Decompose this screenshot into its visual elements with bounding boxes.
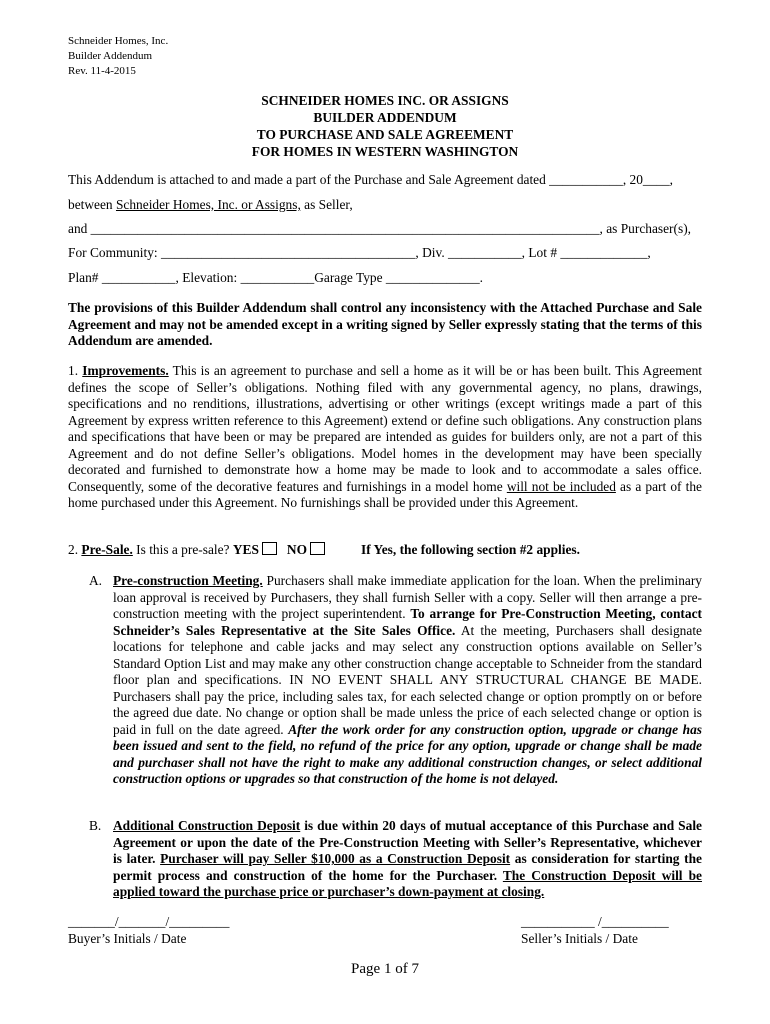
section-a-bold: To arrange for Pre-Construction Meeting, contact Schneider’s Sales Representative at the Site Sales Office. bbox=[113, 606, 702, 638]
section-b-underline-2: The Construction Deposit will be applied toward the purchase price or purchaser’s down-payment at closing. bbox=[113, 867, 702, 899]
buyer-initials-label: Buyer’s Initials / Date bbox=[68, 931, 187, 946]
revision-date: Rev. 11-4-2015 bbox=[68, 65, 136, 77]
section-b-text-1: is due within 20 days of mutual acceptance of this Purchase and Sale Agreement or upon the date of the Pre-Construction Meeting with Seller’s Representative, whichever is later. bbox=[113, 818, 702, 866]
section-1-will-not: will not be included bbox=[506, 478, 616, 494]
section-a-paragraph bbox=[113, 573, 702, 788]
company-name: Schneider Homes, Inc. bbox=[68, 35, 169, 47]
attached-line: This Addendum is attached to and made a part of the Purchase and Sale Agreement dated ___________, 20____, bbox=[68, 172, 674, 187]
section-2-question: Is this a pre-sale? bbox=[132, 542, 233, 557]
section-presale bbox=[68, 542, 580, 558]
section-b-text-2: as consideration for starting the permit process and construction of the home for the Purchaser. bbox=[113, 851, 702, 883]
section-1-text-1: This is an agreement to purchase and sell a home as it will be or has been built. This Agreement defines the scope of Seller’s obligations. Nothing filed with any governmental agency, no plans, drawings, specifications and no renditions, illustrations, advertising or other writings (except writings made a part of this Agreement by express written reference to this Agreement) extend or define such obligations. Any construction plans and specifications that have been or may be prepared are intended as guides for builders only, are not a part of this Agreement and do not define Seller’s obligations. Model homes in the development may have been specially decorated and furnished to demonstrate how a home may be made to look and to accommodate a sales office. Consequently, some of the decorative features and furnishings in a model home bbox=[68, 363, 703, 494]
plan-line: Plan# ___________, Elevation: ___________Garage Type ______________. bbox=[68, 270, 483, 285]
document-header bbox=[68, 34, 168, 79]
section-1-heading: Improvements. bbox=[82, 363, 169, 378]
between-suffix: as Seller, bbox=[300, 197, 353, 212]
yes-checkbox[interactable] bbox=[262, 542, 277, 555]
seller-initials-blank[interactable]: ___________ /__________ bbox=[521, 914, 669, 929]
buyer-initials-blank[interactable]: _______/_______/_________ bbox=[68, 914, 230, 929]
section-a-heading: Pre-construction Meeting. bbox=[113, 573, 263, 588]
yes-label: YES bbox=[232, 542, 259, 557]
provisions-paragraph: The provisions of this Builder Addendum shall control any inconsistency with the Attached Purchase and Sale Agreement and may not be amended except in a writing signed by Seller expressly stating that the terms of this Addendum are amended. bbox=[68, 300, 702, 348]
section-a-text-2: At the meeting, Purchasers shall designate locations for telephone and cable jacks and may select any construction options available on Seller’s Standard Option List and may make any other construction change acceptable to Schneider from the standard floor plan and specifications. IN NO EVENT SHALL ANY STRUCTURAL CHANGE BE MADE. Purchasers shall pay the price, including sales tax, for each selected change or option promptly on or before the agreed due date. No change or option shall be made unless the price of each selected change or option is paid in full on the date agreed. bbox=[113, 622, 702, 737]
document-title bbox=[0, 92, 770, 160]
section-improvements bbox=[68, 363, 702, 512]
section-a-text-1: Purchasers shall make immediate application for the loan. When the preliminary loan approval is received by Purchasers, they shall furnish Seller with a copy. Seller will then arrange a pre-construction meeting with the project superintendent. bbox=[113, 573, 702, 621]
between-line bbox=[68, 197, 353, 213]
purchaser-line: and ____________________________________________________________________________, as Purchaser(s), bbox=[68, 221, 691, 236]
no-checkbox[interactable] bbox=[310, 542, 325, 555]
document-type: Builder Addendum bbox=[68, 50, 153, 62]
title-line-3: TO PURCHASE AND SALE AGREEMENT bbox=[256, 127, 514, 142]
section-1-text-2: as a part of the home purchased under this Agreement. No furnishings shall be provided under this Agreement. bbox=[68, 478, 703, 510]
between-prefix: between bbox=[68, 197, 116, 212]
title-line-2: BUILDER ADDENDUM bbox=[313, 110, 457, 125]
section-2-heading: Pre-Sale. bbox=[81, 542, 133, 557]
page-number: Page 1 of 7 bbox=[351, 961, 419, 977]
section-a-letter: A. bbox=[89, 573, 103, 588]
seller-initials-label: Seller’s Initials / Date bbox=[521, 931, 638, 946]
section-1-number: 1. bbox=[68, 363, 83, 378]
seller-name: Schneider Homes, Inc. or Assigns, bbox=[115, 197, 301, 212]
title-line-1: SCHNEIDER HOMES INC. OR ASSIGNS bbox=[261, 93, 509, 108]
section-b-heading: Additional Construction Deposit bbox=[113, 818, 301, 833]
community-line: For Community: ______________________________________, Div. ___________, Lot # _____________, bbox=[68, 245, 651, 260]
title-line-4: FOR HOMES IN WESTERN WASHINGTON bbox=[251, 144, 519, 159]
no-label: NO bbox=[286, 542, 308, 557]
section-b-paragraph bbox=[113, 818, 702, 901]
applies-note: If Yes, the following section #2 applies. bbox=[361, 542, 580, 557]
section-b-letter: B. bbox=[89, 818, 102, 833]
section-a-italic: After the work order for any construction option, upgrade or change has been issued and sent to the field, no refund of the price for any option, upgrade or change shall be made and purchaser shall not have the right to make any additional construction changes, or select additional construction options or upgrades so that construction of the home is not delayed. bbox=[113, 721, 702, 786]
section-b-underline-1: Purchaser will pay Seller $10,000 as a Construction Deposit bbox=[160, 851, 511, 866]
section-2-number: 2. bbox=[68, 542, 82, 557]
